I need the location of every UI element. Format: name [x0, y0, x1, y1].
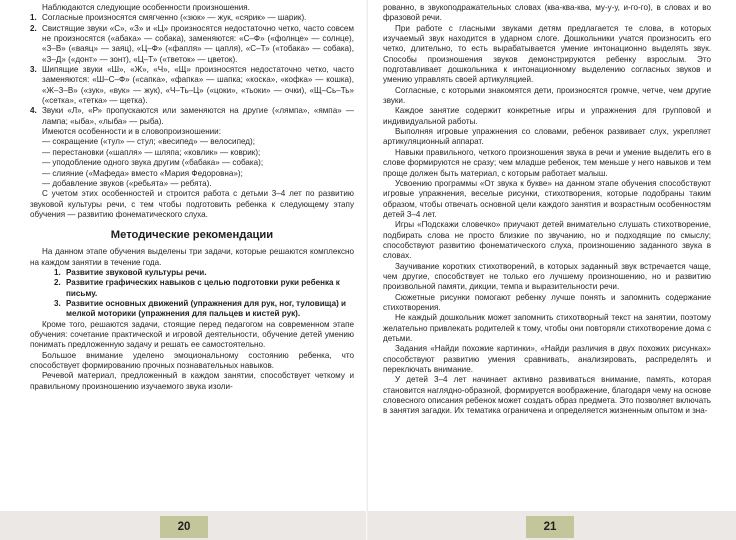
- body-paragraph: Кроме того, решаются задачи, стоящие перед педагогом на современном этапе обучения: сочетание практической и игровой деятельности, обучение детей умению понимать предложенную задачу и решать ее самостоятельно.: [30, 319, 354, 350]
- task-number: 1.: [54, 267, 61, 277]
- body-paragraph: Большое внимание уделено эмоциональному состоянию ребенка, что способствует формированию прочных познавательных навыков.: [30, 350, 354, 370]
- task-number: 2.: [54, 278, 61, 288]
- page-footer: [0, 511, 368, 540]
- item-number: 4.: [30, 106, 37, 116]
- dash-item-5: — добавление звуков («ребьята» — ребята).: [42, 178, 212, 188]
- page-number: 21: [526, 516, 574, 538]
- task-text: Развитие основных движений (упражнения для рук, ног, туловища) и мелкой моторики (упражнения для пальцев и кистей рук).: [66, 298, 347, 319]
- item-text: Шипящие звуки «Ш», «Ж», «Ч», «Щ» произносятся недостаточно четко, часто заменяются: «Ш–С–Ф» («сапка», «фапка» — шапка; «коска», «кофка» — кошка), «Ж–З–В» («зук», «вук» — жук), «Ч–Ть–Ц» («цоки», «тьоки» — очки), «Щ–Сь–Ть» («сетка», «тетка» — щетка).: [42, 65, 354, 106]
- body-paragraph: Выполняя игровые упражнения со словами, ребенок развивает слух, укрепляет артикуляционный аппарат.: [383, 127, 711, 147]
- dash-item-4: — слияние («Мафеда» вместо «Мария Федоровна»);: [42, 168, 243, 178]
- numbered-item-2: [30, 23, 354, 65]
- right-page: [368, 0, 736, 540]
- dash-item-2: — перестановки («шапля» — шляпа; «ковлик» — коврик);: [42, 147, 261, 157]
- body-paragraph: Заучивание коротких стихотворений, в которых заданный звук встречается чаще, чем другие, способствует не только его лучшему произношению, но и развитию произвольной памяти, дикции, темпа и выразительности речи.: [383, 261, 711, 292]
- tasks-intro: На данном этапе обучения выделены три задачи, которые решаются комплексно на каждом занятии в течение года.: [30, 247, 354, 267]
- numbered-item-4: [30, 106, 354, 127]
- body-paragraph: Задания «Найди похожие картинки», «Найди различия в двух похожих рисунках» способствуют развитию умения сравнивать, анализировать, распределять и переключать внимание.: [383, 344, 711, 375]
- task-number: 3.: [54, 298, 61, 308]
- task-item-1: [54, 267, 354, 278]
- body-paragraph: Усвоению программы «От звука к букве» на данном этапе обучения способствуют игровые упражнения, веселые рисунки, стихотворения, которые подобраны таким образом, чтобы отвечать основной цели каждого занятия и возрастным особенностям детей 3–4 лет.: [383, 178, 711, 219]
- page-number: 20: [160, 516, 208, 538]
- summary-paragraph: С учетом этих особенностей и строится работа с детьми 3–4 лет по развитию звуковой культуры речи, с тем чтобы подготовить ребенка к следующему этапу обучения — развитию фонематического слуха.: [30, 189, 354, 219]
- body-paragraph: Сюжетные рисунки помогают ребенку лучше понять и запомнить содержание стихотворения.: [383, 292, 711, 312]
- task-text: Развитие звуковой культуры речи.: [66, 267, 207, 277]
- task-item-3: [54, 298, 354, 320]
- body-paragraph: Навыки правильного, четкого произношения звука в речи и умение выделить его в слове формируются не сразу; чем младше ребенок, тем меньше у него навыков и тем проще должен быть материал, с которым работает малыш.: [383, 147, 711, 178]
- body-paragraph: У детей 3–4 лет начинает активно развиваться внимание, память, которая становится наглядно-образной, формируется воображение, благодаря чему на основе словесного описания ребенок может создать образ предмета. Это позволяет включать в занятия загадки. Их тематика ограничена и определяется жизненным опытом и зна-: [383, 375, 711, 416]
- task-text: Развитие графических навыков с целью подготовки руки ребенка к письму.: [66, 278, 340, 298]
- left-page-text: [30, 3, 354, 392]
- intro-paragraph: Наблюдаются следующие особенности произношения.: [42, 3, 250, 12]
- body-paragraph: Речевой материал, предложенный в каждом занятии, способствует четкому и правильному произношению изучаемого звука изоли-: [30, 371, 354, 391]
- task-item-2: [54, 278, 354, 299]
- item-number: 2.: [30, 23, 37, 33]
- body-paragraph: Согласные, с которыми знакомятся дети, произносятся громче, четче, чем другие звуки.: [383, 85, 711, 106]
- body-paragraph: Не каждый дошкольник может запомнить стихотворный текст на занятии, поэтому желательно привлекать родителей к тому, чтобы они повторяли стихотворение дома с детьми.: [383, 313, 711, 343]
- numbered-item-1: [30, 13, 354, 23]
- word-features-intro: Имеются особенности и в словопроизношении:: [42, 127, 221, 137]
- body-paragraph: рованно, в звукоподражательных словах (ква-ква-ква, му-у-у, и-го-го), в словах и во фразовой речи.: [383, 3, 711, 23]
- item-text: Звуки «Л», «Р» пропускаются или заменяются на другие («лямпа», «ямпа» — лампа; «ыба», «лыба» — рыба).: [42, 106, 354, 126]
- section-heading: Методические рекомендации: [110, 229, 274, 242]
- body-paragraph: При работе с гласными звуками детям предлагается те слова, в которых изучаемый звук находится в ударном слоге. Дошкольники учатся произносить его четко, длительно, то есть вырабатывается умение интонационно выделять звук. Способы произношения звуков демонстрируются ребенку взрослым. Это подготавливает дошкольника к интонационному выделению согласных звуков и умению управлять своей артикуляцией.: [383, 23, 711, 85]
- item-text: Согласные произносятся смягченно («зюк» — жук, «сярик» — шарик).: [42, 13, 307, 23]
- dash-item-1: — сокращение («тул» — стул; «весипед» — велосипед);: [42, 137, 255, 147]
- body-paragraph: Игры «Подскажи словечко» приучают детей внимательно слушать стихотворение, подбирать слова не просто близкие по звучанию, но и подходящие по смыслу; способствуют развитию фонематического слуха, произношению заданного звука в словах.: [383, 220, 711, 261]
- right-page-text: [383, 3, 711, 417]
- dash-item-3: — уподобление одного звука другим («бабака» — собака);: [42, 158, 264, 168]
- body-paragraph: Каждое занятие содержит конкретные игры и упражнения для групповой и индивидуальной работы.: [383, 106, 711, 126]
- numbered-item-3: [30, 65, 354, 106]
- page-footer: [368, 511, 736, 540]
- item-number: 3.: [30, 65, 37, 75]
- item-text: Свистящие звуки «С», «З» и «Ц» произносятся недостаточно четко, часто совсем не произносятся («абака» — собака), заменяются: «С–Ф» («фолнце» — солнце), «З–В» («ваяц» — заяц), «Ц–Ф» («фапля» — цапля), «С–Т» («тобака» — собака), «З–Д» («донт» — зонт), «Ц–Т» («тветок» — цветок).: [42, 23, 354, 64]
- item-number: 1.: [30, 13, 37, 23]
